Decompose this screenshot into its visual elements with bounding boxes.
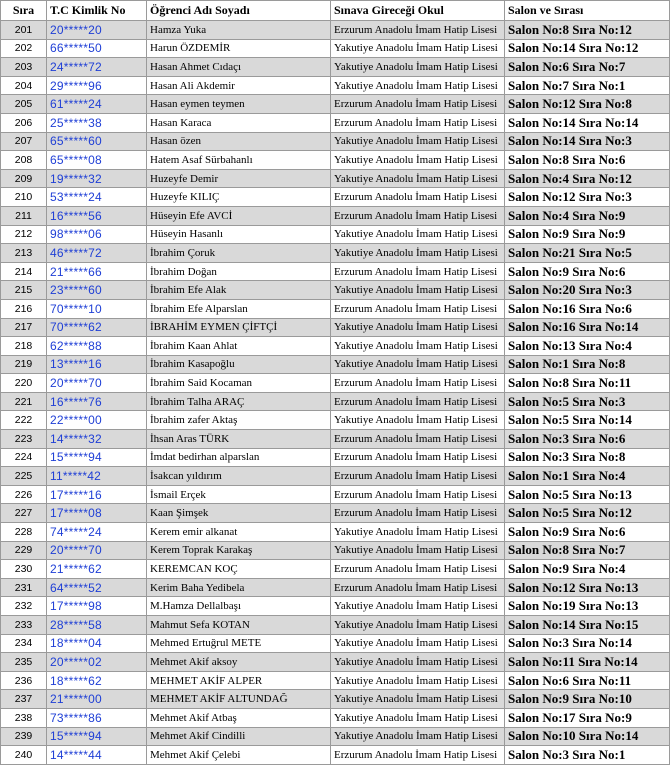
cell-tc-no: 21*****62 [47, 560, 147, 579]
cell-salon: Salon No:4 Sıra No:12 [505, 169, 670, 188]
table-row [1, 113, 670, 132]
table-row [1, 244, 670, 263]
cell-tc-no: 46*****72 [47, 244, 147, 263]
cell-student-name: Mehmed Ertuğrul METE [147, 634, 331, 653]
cell-tc-no: 65*****60 [47, 132, 147, 151]
table-row [1, 671, 670, 690]
cell-school: Yakutiye Anadolu İmam Hatip Lisesi [331, 76, 505, 95]
cell-salon: Salon No:8 Sıra No:7 [505, 541, 670, 560]
table-row [1, 746, 670, 765]
cell-student-name: Kerem emir alkanat [147, 523, 331, 542]
table-row [1, 430, 670, 449]
cell-tc-no: 98*****06 [47, 225, 147, 244]
cell-school: Yakutiye Anadolu İmam Hatip Lisesi [331, 318, 505, 337]
cell-school: Yakutiye Anadolu İmam Hatip Lisesi [331, 690, 505, 709]
cell-tc-no: 19*****32 [47, 169, 147, 188]
cell-sira: 217 [1, 318, 47, 337]
cell-school: Yakutiye Anadolu İmam Hatip Lisesi [331, 39, 505, 58]
cell-salon: Salon No:9 Sıra No:10 [505, 690, 670, 709]
cell-tc-no: 22*****00 [47, 411, 147, 430]
table-row [1, 708, 670, 727]
cell-school: Yakutiye Anadolu İmam Hatip Lisesi [331, 616, 505, 635]
cell-tc-no: 20*****02 [47, 653, 147, 672]
cell-salon: Salon No:9 Sıra No:9 [505, 225, 670, 244]
cell-school: Yakutiye Anadolu İmam Hatip Lisesi [331, 244, 505, 263]
cell-salon: Salon No:5 Sıra No:3 [505, 392, 670, 411]
cell-salon: Salon No:4 Sıra No:9 [505, 206, 670, 225]
cell-school: Yakutiye Anadolu İmam Hatip Lisesi [331, 281, 505, 300]
cell-salon: Salon No:8 Sıra No:6 [505, 151, 670, 170]
cell-salon: Salon No:10 Sıra No:14 [505, 727, 670, 746]
table-row [1, 467, 670, 486]
table-row [1, 597, 670, 616]
cell-sira: 215 [1, 281, 47, 300]
cell-student-name: Huzeyfe KILIÇ [147, 188, 331, 207]
cell-sira: 223 [1, 430, 47, 449]
table-row [1, 337, 670, 356]
cell-student-name: Mahmut Sefa KOTAN [147, 616, 331, 635]
table-row [1, 578, 670, 597]
table-row [1, 151, 670, 170]
cell-school: Erzurum Anadolu İmam Hatip Lisesi [331, 430, 505, 449]
cell-tc-no: 65*****08 [47, 151, 147, 170]
cell-tc-no: 16*****76 [47, 392, 147, 411]
cell-school: Erzurum Anadolu İmam Hatip Lisesi [331, 485, 505, 504]
cell-school: Yakutiye Anadolu İmam Hatip Lisesi [331, 355, 505, 374]
cell-sira: 221 [1, 392, 47, 411]
cell-tc-no: 29*****96 [47, 76, 147, 95]
cell-sira: 232 [1, 597, 47, 616]
cell-student-name: Mehmet Akif aksoy [147, 653, 331, 672]
cell-student-name: İbrahim zafer Aktaş [147, 411, 331, 430]
cell-salon: Salon No:6 Sıra No:7 [505, 58, 670, 77]
cell-sira: 226 [1, 485, 47, 504]
cell-salon: Salon No:3 Sıra No:6 [505, 430, 670, 449]
table-row [1, 169, 670, 188]
cell-tc-no: 17*****98 [47, 597, 147, 616]
cell-school: Yakutiye Anadolu İmam Hatip Lisesi [331, 727, 505, 746]
cell-student-name: İbrahim Kasapoğlu [147, 355, 331, 374]
cell-student-name: M.Hamza Dellalbaşı [147, 597, 331, 616]
cell-salon: Salon No:3 Sıra No:8 [505, 448, 670, 467]
table-row [1, 653, 670, 672]
cell-salon: Salon No:14 Sıra No:14 [505, 113, 670, 132]
cell-sira: 207 [1, 132, 47, 151]
cell-student-name: Harun ÖZDEMİR [147, 39, 331, 58]
cell-tc-no: 53*****24 [47, 188, 147, 207]
cell-sira: 210 [1, 188, 47, 207]
table-row [1, 262, 670, 281]
cell-student-name: İBRAHİM EYMEN ÇİFTÇİ [147, 318, 331, 337]
cell-salon: Salon No:8 Sıra No:11 [505, 374, 670, 393]
cell-tc-no: 20*****70 [47, 374, 147, 393]
cell-tc-no: 24*****72 [47, 58, 147, 77]
table-row [1, 727, 670, 746]
cell-school: Yakutiye Anadolu İmam Hatip Lisesi [331, 225, 505, 244]
cell-student-name: KEREMCAN KOÇ [147, 560, 331, 579]
cell-tc-no: 20*****20 [47, 21, 147, 40]
cell-sira: 201 [1, 21, 47, 40]
cell-salon: Salon No:8 Sıra No:12 [505, 21, 670, 40]
cell-tc-no: 74*****24 [47, 523, 147, 542]
table-row [1, 504, 670, 523]
cell-sira: 205 [1, 95, 47, 114]
cell-tc-no: 20*****70 [47, 541, 147, 560]
cell-tc-no: 25*****38 [47, 113, 147, 132]
cell-sira: 219 [1, 355, 47, 374]
table-row [1, 299, 670, 318]
cell-sira: 238 [1, 708, 47, 727]
cell-sira: 239 [1, 727, 47, 746]
cell-student-name: Huzeyfe Demir [147, 169, 331, 188]
cell-student-name: Hatem Asaf Sürbahanlı [147, 151, 331, 170]
cell-school: Erzurum Anadolu İmam Hatip Lisesi [331, 299, 505, 318]
cell-salon: Salon No:13 Sıra No:4 [505, 337, 670, 356]
table-row [1, 225, 670, 244]
cell-sira: 213 [1, 244, 47, 263]
table-row [1, 523, 670, 542]
cell-student-name: İbrahim Said Kocaman [147, 374, 331, 393]
table-row [1, 21, 670, 40]
cell-sira: 222 [1, 411, 47, 430]
cell-school: Erzurum Anadolu İmam Hatip Lisesi [331, 467, 505, 486]
table-row [1, 448, 670, 467]
cell-school: Yakutiye Anadolu İmam Hatip Lisesi [331, 337, 505, 356]
cell-tc-no: 17*****08 [47, 504, 147, 523]
cell-salon: Salon No:14 Sıra No:15 [505, 616, 670, 635]
cell-salon: Salon No:12 Sıra No:8 [505, 95, 670, 114]
table-row [1, 76, 670, 95]
cell-salon: Salon No:20 Sıra No:3 [505, 281, 670, 300]
cell-sira: 240 [1, 746, 47, 765]
cell-student-name: Mehmet Akif Cindilli [147, 727, 331, 746]
table-row [1, 318, 670, 337]
cell-school: Erzurum Anadolu İmam Hatip Lisesi [331, 392, 505, 411]
cell-school: Yakutiye Anadolu İmam Hatip Lisesi [331, 411, 505, 430]
cell-student-name: İhsan Aras TÜRK [147, 430, 331, 449]
cell-salon: Salon No:17 Sıra No:9 [505, 708, 670, 727]
cell-salon: Salon No:16 Sıra No:6 [505, 299, 670, 318]
cell-school: Yakutiye Anadolu İmam Hatip Lisesi [331, 653, 505, 672]
cell-school: Erzurum Anadolu İmam Hatip Lisesi [331, 746, 505, 765]
cell-sira: 235 [1, 653, 47, 672]
header-sira: Sıra [1, 1, 47, 21]
cell-salon: Salon No:16 Sıra No:14 [505, 318, 670, 337]
table-row [1, 281, 670, 300]
cell-sira: 211 [1, 206, 47, 225]
cell-student-name: Hüseyin Efe AVCİ [147, 206, 331, 225]
cell-sira: 224 [1, 448, 47, 467]
cell-student-name: İsakcan yıldırım [147, 467, 331, 486]
cell-student-name: Mehmet Akif Çelebi [147, 746, 331, 765]
cell-school: Yakutiye Anadolu İmam Hatip Lisesi [331, 169, 505, 188]
cell-tc-no: 21*****00 [47, 690, 147, 709]
cell-tc-no: 21*****66 [47, 262, 147, 281]
cell-sira: 233 [1, 616, 47, 635]
cell-student-name: MEHMET AKİF ALPER [147, 671, 331, 690]
cell-sira: 234 [1, 634, 47, 653]
cell-tc-no: 14*****32 [47, 430, 147, 449]
cell-sira: 214 [1, 262, 47, 281]
table-row [1, 206, 670, 225]
table-row [1, 355, 670, 374]
cell-salon: Salon No:21 Sıra No:5 [505, 244, 670, 263]
cell-tc-no: 61*****24 [47, 95, 147, 114]
cell-student-name: İmdat bedirhan alparslan [147, 448, 331, 467]
cell-school: Erzurum Anadolu İmam Hatip Lisesi [331, 206, 505, 225]
cell-sira: 216 [1, 299, 47, 318]
cell-tc-no: 73*****86 [47, 708, 147, 727]
cell-sira: 228 [1, 523, 47, 542]
cell-tc-no: 70*****10 [47, 299, 147, 318]
table-row [1, 374, 670, 393]
cell-tc-no: 64*****52 [47, 578, 147, 597]
table-row [1, 132, 670, 151]
cell-student-name: Hamza Yuka [147, 21, 331, 40]
cell-school: Yakutiye Anadolu İmam Hatip Lisesi [331, 58, 505, 77]
cell-salon: Salon No:5 Sıra No:13 [505, 485, 670, 504]
table-row [1, 485, 670, 504]
cell-school: Yakutiye Anadolu İmam Hatip Lisesi [331, 523, 505, 542]
cell-student-name: Hasan eymen teymen [147, 95, 331, 114]
cell-tc-no: 11*****42 [47, 467, 147, 486]
cell-sira: 212 [1, 225, 47, 244]
cell-school: Erzurum Anadolu İmam Hatip Lisesi [331, 448, 505, 467]
table-row [1, 560, 670, 579]
cell-sira: 202 [1, 39, 47, 58]
cell-tc-no: 18*****62 [47, 671, 147, 690]
table-row [1, 634, 670, 653]
cell-sira: 220 [1, 374, 47, 393]
cell-student-name: Hasan Ahmet Cıdaçı [147, 58, 331, 77]
table-row [1, 392, 670, 411]
cell-salon: Salon No:12 Sıra No:3 [505, 188, 670, 207]
cell-school: Yakutiye Anadolu İmam Hatip Lisesi [331, 597, 505, 616]
cell-salon: Salon No:14 Sıra No:3 [505, 132, 670, 151]
table-row [1, 188, 670, 207]
cell-student-name: İsmail Erçek [147, 485, 331, 504]
cell-student-name: MEHMET AKİF ALTUNDAĞ [147, 690, 331, 709]
cell-tc-no: 62*****88 [47, 337, 147, 356]
table-header [1, 1, 670, 21]
cell-tc-no: 28*****58 [47, 616, 147, 635]
cell-sira: 229 [1, 541, 47, 560]
cell-salon: Salon No:1 Sıra No:8 [505, 355, 670, 374]
cell-tc-no: 16*****56 [47, 206, 147, 225]
cell-student-name: İbrahim Çoruk [147, 244, 331, 263]
cell-student-name: İbrahim Talha ARAÇ [147, 392, 331, 411]
cell-student-name: Hüseyin Hasanlı [147, 225, 331, 244]
cell-salon: Salon No:5 Sıra No:12 [505, 504, 670, 523]
cell-salon: Salon No:9 Sıra No:6 [505, 523, 670, 542]
cell-salon: Salon No:5 Sıra No:14 [505, 411, 670, 430]
cell-salon: Salon No:3 Sıra No:14 [505, 634, 670, 653]
cell-sira: 206 [1, 113, 47, 132]
cell-school: Erzurum Anadolu İmam Hatip Lisesi [331, 113, 505, 132]
table-row [1, 39, 670, 58]
cell-school: Erzurum Anadolu İmam Hatip Lisesi [331, 374, 505, 393]
table-row [1, 616, 670, 635]
cell-sira: 218 [1, 337, 47, 356]
cell-school: Yakutiye Anadolu İmam Hatip Lisesi [331, 634, 505, 653]
cell-school: Yakutiye Anadolu İmam Hatip Lisesi [331, 541, 505, 560]
cell-school: Erzurum Anadolu İmam Hatip Lisesi [331, 21, 505, 40]
cell-school: Yakutiye Anadolu İmam Hatip Lisesi [331, 132, 505, 151]
cell-school: Yakutiye Anadolu İmam Hatip Lisesi [331, 151, 505, 170]
cell-tc-no: 17*****16 [47, 485, 147, 504]
cell-sira: 236 [1, 671, 47, 690]
cell-school: Erzurum Anadolu İmam Hatip Lisesi [331, 504, 505, 523]
header-row [1, 1, 670, 21]
cell-sira: 203 [1, 58, 47, 77]
cell-salon: Salon No:7 Sıra No:1 [505, 76, 670, 95]
cell-sira: 237 [1, 690, 47, 709]
cell-sira: 230 [1, 560, 47, 579]
cell-salon: Salon No:9 Sıra No:4 [505, 560, 670, 579]
cell-school: Erzurum Anadolu İmam Hatip Lisesi [331, 578, 505, 597]
cell-sira: 209 [1, 169, 47, 188]
cell-tc-no: 15*****94 [47, 727, 147, 746]
cell-salon: Salon No:6 Sıra No:11 [505, 671, 670, 690]
cell-sira: 225 [1, 467, 47, 486]
cell-salon: Salon No:1 Sıra No:4 [505, 467, 670, 486]
cell-tc-no: 13*****16 [47, 355, 147, 374]
cell-student-name: Mehmet Akif Atbaş [147, 708, 331, 727]
cell-sira: 227 [1, 504, 47, 523]
cell-student-name: Kerim Baha Yedibela [147, 578, 331, 597]
cell-salon: Salon No:19 Sıra No:13 [505, 597, 670, 616]
header-salon: Salon ve Sırası [505, 1, 670, 21]
cell-student-name: Hasan Ali Akdemir [147, 76, 331, 95]
cell-school: Erzurum Anadolu İmam Hatip Lisesi [331, 560, 505, 579]
cell-school: Yakutiye Anadolu İmam Hatip Lisesi [331, 671, 505, 690]
table-body [1, 21, 670, 765]
cell-student-name: Hasan Karaca [147, 113, 331, 132]
cell-sira: 208 [1, 151, 47, 170]
header-name: Öğrenci Adı Soyadı [147, 1, 331, 21]
cell-salon: Salon No:9 Sıra No:6 [505, 262, 670, 281]
cell-sira: 204 [1, 76, 47, 95]
cell-salon: Salon No:11 Sıra No:14 [505, 653, 670, 672]
cell-tc-no: 23*****60 [47, 281, 147, 300]
cell-school: Erzurum Anadolu İmam Hatip Lisesi [331, 262, 505, 281]
table-row [1, 95, 670, 114]
table-row [1, 541, 670, 560]
cell-tc-no: 14*****44 [47, 746, 147, 765]
cell-salon: Salon No:14 Sıra No:12 [505, 39, 670, 58]
cell-tc-no: 66*****50 [47, 39, 147, 58]
cell-student-name: İbrahim Efe Alparslan [147, 299, 331, 318]
cell-student-name: Kaan Şimşek [147, 504, 331, 523]
table-row [1, 411, 670, 430]
cell-tc-no: 18*****04 [47, 634, 147, 653]
cell-student-name: İbrahim Doğan [147, 262, 331, 281]
cell-school: Erzurum Anadolu İmam Hatip Lisesi [331, 188, 505, 207]
cell-student-name: İbrahim Efe Alak [147, 281, 331, 300]
cell-student-name: İbrahim Kaan Ahlat [147, 337, 331, 356]
cell-school: Yakutiye Anadolu İmam Hatip Lisesi [331, 708, 505, 727]
cell-salon: Salon No:3 Sıra No:1 [505, 746, 670, 765]
cell-sira: 231 [1, 578, 47, 597]
table-row [1, 690, 670, 709]
table-row [1, 58, 670, 77]
cell-tc-no: 15*****94 [47, 448, 147, 467]
cell-student-name: Hasan özen [147, 132, 331, 151]
cell-tc-no: 70*****62 [47, 318, 147, 337]
cell-school: Erzurum Anadolu İmam Hatip Lisesi [331, 95, 505, 114]
cell-salon: Salon No:12 Sıra No:13 [505, 578, 670, 597]
header-tc: T.C Kimlik No [47, 1, 147, 21]
cell-student-name: Kerem Toprak Karakaş [147, 541, 331, 560]
header-school: Sınava Gireceği Okul [331, 1, 505, 21]
